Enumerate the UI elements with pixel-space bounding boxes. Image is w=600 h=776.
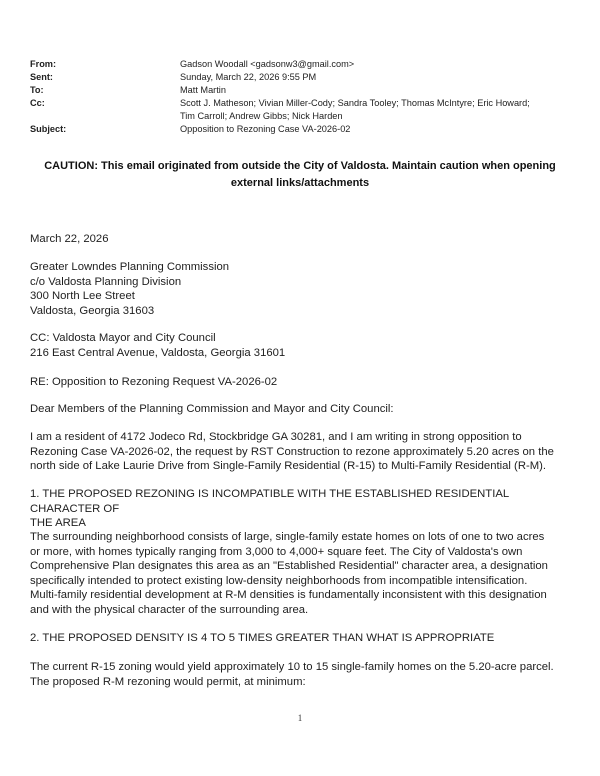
to-label: To:	[30, 85, 44, 95]
salutation: Dear Members of the Planning Commission and Mayor and City Council:	[30, 403, 394, 415]
addressee-block	[30, 260, 575, 318]
subject-value: Opposition to Rezoning Case VA-2026-02	[180, 124, 351, 134]
addressee-line: Valdosta, Georgia 31603	[30, 304, 155, 317]
paragraph-line: I am a resident of 4172 Jodeco Rd, Stockbridge GA 30281, and I am writing in strong opposition to	[30, 431, 522, 443]
section-heading-2: 2. THE PROPOSED DENSITY IS 4 TO 5 TIMES GREATER THAN WHAT IS APPROPRIATE	[30, 632, 495, 644]
caution-line-2: external links/attachments	[230, 177, 370, 189]
re-line: RE: Opposition to Rezoning Request VA-2026-02	[30, 376, 278, 388]
paragraph-line: The proposed R-M rezoning would permit, at minimum:	[30, 675, 306, 688]
cc-value-line-1: Scott J. Matheson; Vivian Miller-Cody; Sandra Tooley; Thomas McIntyre; Eric Howard;	[180, 98, 530, 108]
cc-label: Cc:	[30, 98, 45, 108]
paragraph-line: and with the physical character of the surrounding area.	[30, 603, 309, 616]
paragraph-line: Comprehensive Plan designates this area as an "Established Residential" character area, a designation	[30, 560, 548, 572]
cc-line: 216 East Central Avenue, Valdosta, Georgia 31601	[30, 346, 286, 359]
from-value: Gadson Woodall <gadsonw3@gmail.com>	[180, 59, 355, 69]
paragraph-line: or more, with homes typically ranging from 3,000 to 4,000+ square feet. The City of Valdosta's own	[30, 545, 523, 558]
cc-block	[30, 331, 575, 360]
intro-paragraph	[30, 430, 575, 474]
paragraph-line: Rezoning Case VA-2026-02, the request by RST Construction to rezone approximately 5.20 acres on the	[30, 445, 554, 458]
section-paragraph-1	[30, 530, 575, 617]
section-heading-1	[30, 487, 575, 531]
addressee-line: Greater Lowndes Planning Commission	[30, 261, 230, 273]
paragraph-line: The current R-15 zoning would yield approximately 10 to 15 single-family homes on the 5.20-acre parcel.	[30, 661, 554, 673]
paragraph-line: north side of Lake Laurie Drive from Single-Family Residential (R-15) to Multi-Family Residential (R-M).	[30, 460, 547, 472]
addressee-line: c/o Valdosta Planning Division	[30, 275, 182, 288]
heading-line: 1. THE PROPOSED REZONING IS INCOMPATIBLE WITH THE ESTABLISHED RESIDENTIAL CHARACTER OF	[30, 488, 509, 515]
sent-value: Sunday, March 22, 2026 9:55 PM	[180, 72, 317, 82]
heading-line: THE AREA	[30, 517, 86, 529]
paragraph-line: The surrounding neighborhood consists of large, single-family estate homes on lots of one to two acres	[30, 531, 545, 543]
letter-date: March 22, 2026	[30, 233, 109, 245]
section-paragraph-2	[30, 660, 575, 689]
addressee-line: 300 North Lee Street	[30, 290, 135, 302]
from-label: From:	[30, 59, 57, 69]
external-email-caution	[20, 158, 580, 192]
cc-value-line-2: Tim Carroll; Andrew Gibbs; Nick Harden	[180, 111, 343, 121]
to-value: Matt Martin	[180, 85, 226, 95]
paragraph-line: specifically intended to protect existing low-density neighborhoods from incompatible intensification.	[30, 574, 528, 587]
paragraph-line: Multi-family residential development at R-M densities is fundamentally inconsistent with this designation	[30, 589, 547, 601]
sent-label: Sent:	[30, 72, 53, 82]
caution-line-1: CAUTION: This email originated from outside the City of Valdosta. Maintain caution when opening	[44, 160, 556, 172]
page-number: 1	[297, 713, 303, 723]
cc-line: CC: Valdosta Mayor and City Council	[30, 332, 216, 344]
subject-label: Subject:	[30, 124, 67, 134]
